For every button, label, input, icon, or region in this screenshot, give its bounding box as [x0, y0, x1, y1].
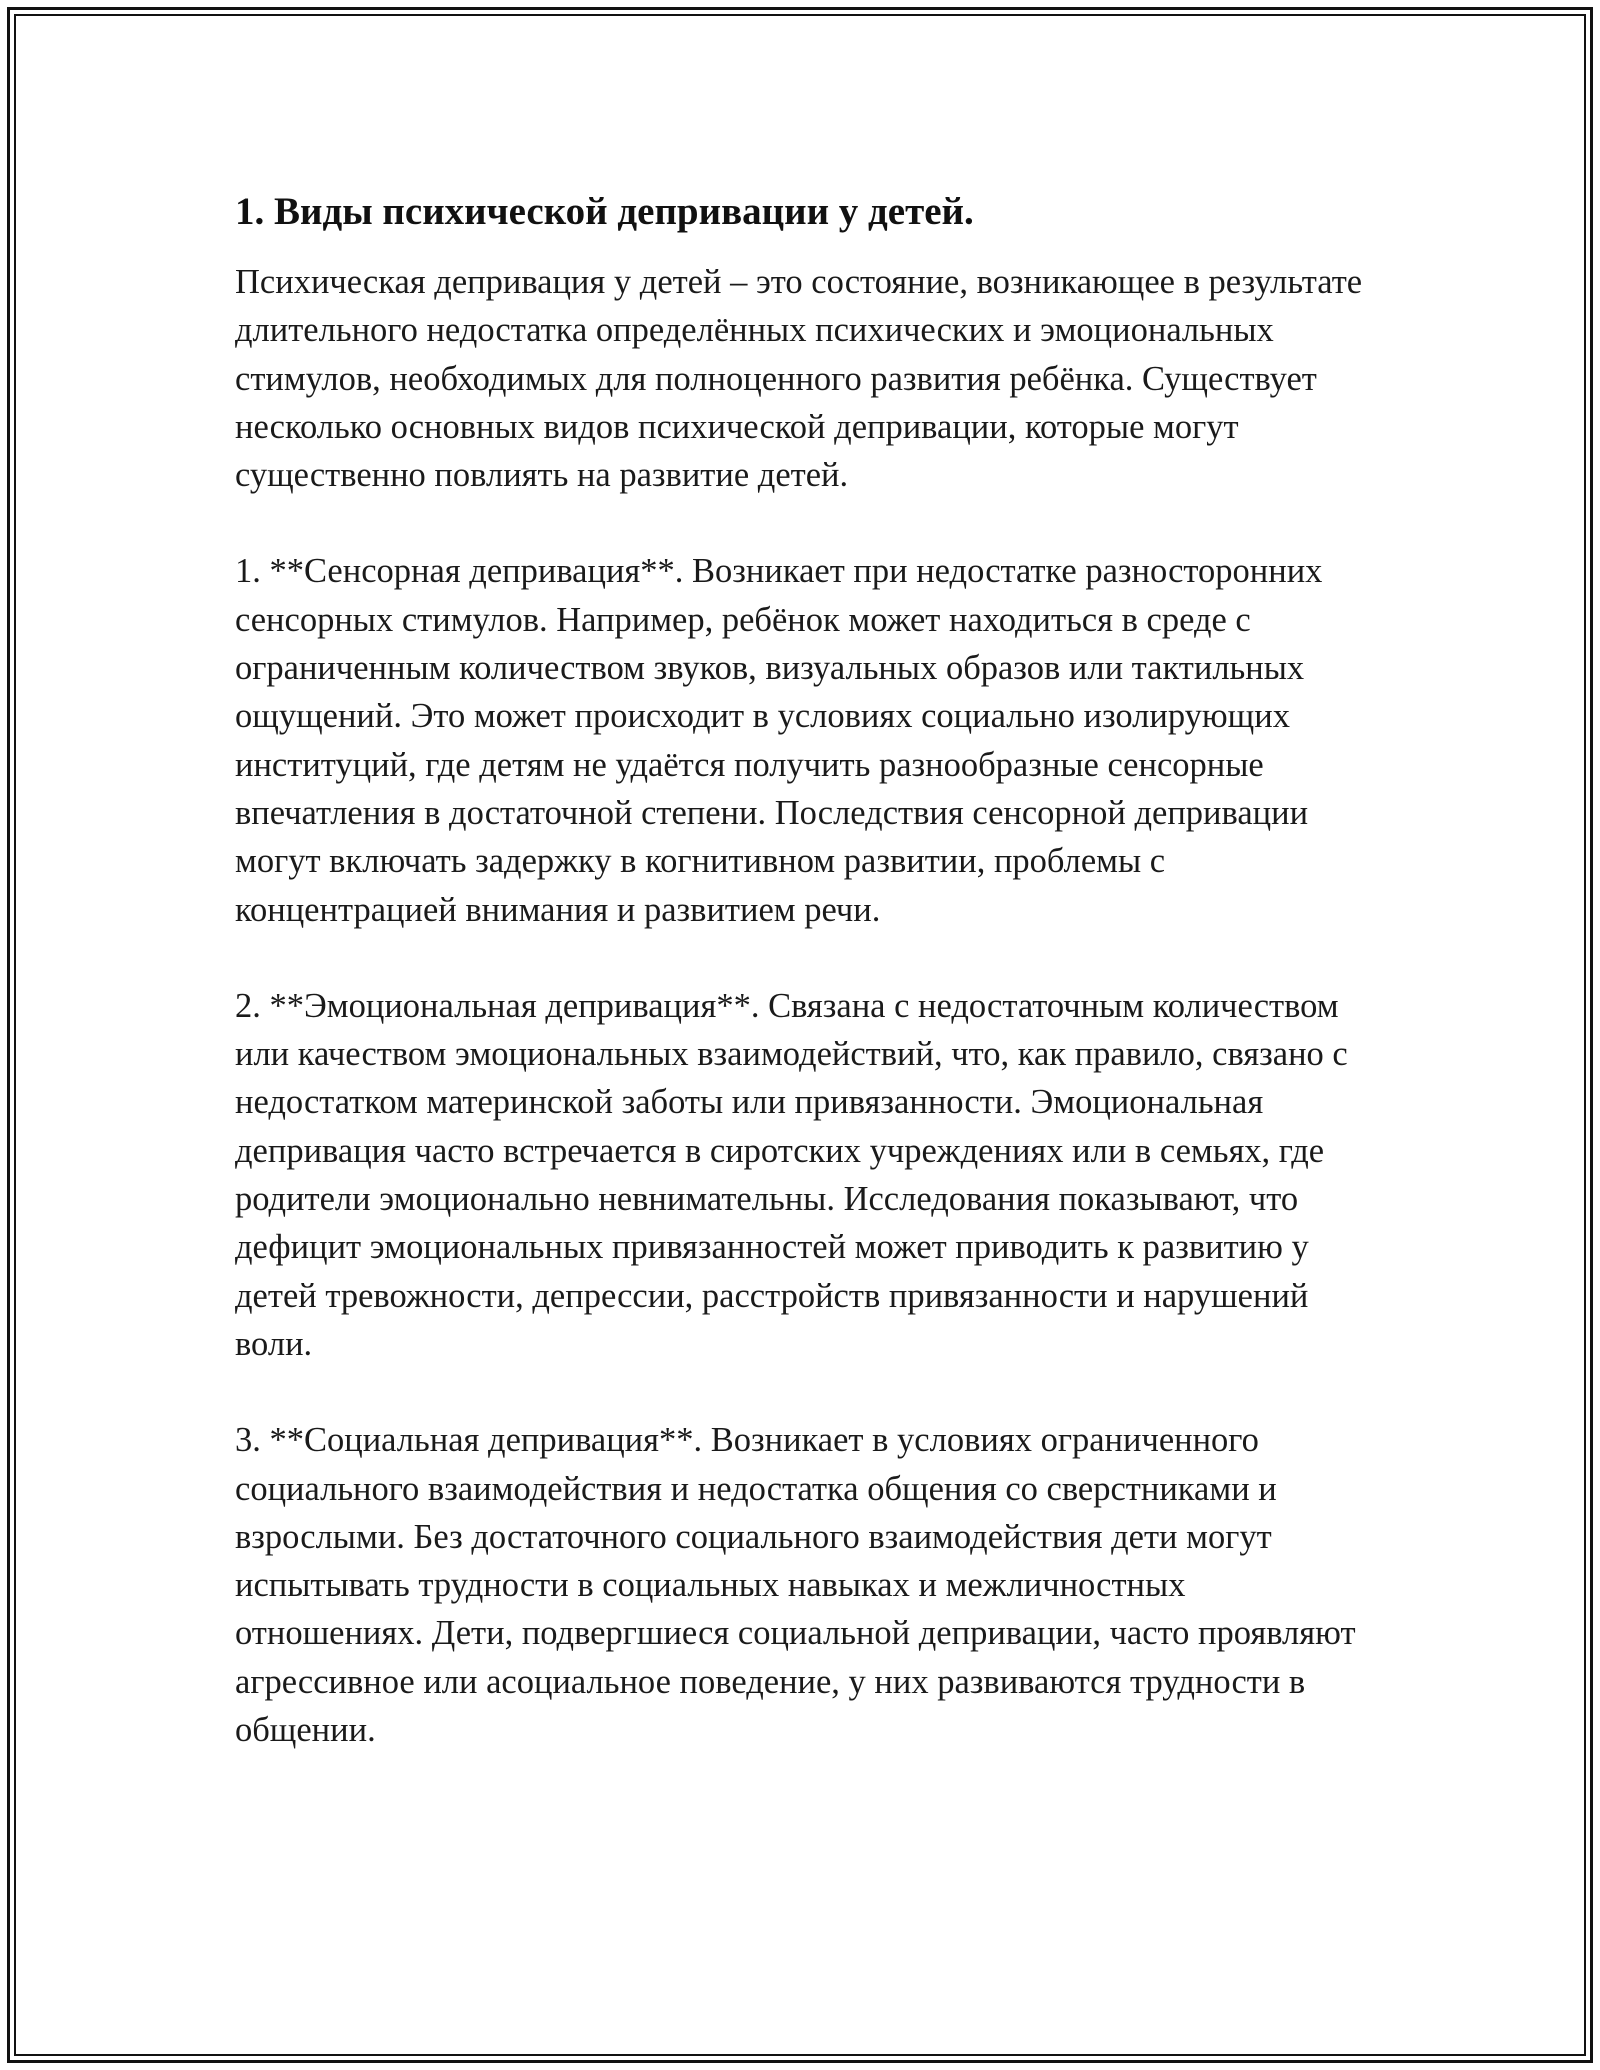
intro-paragraph: Психическая депривация у детей – это состояние, возникающее в результате длительного недостатка определённых психических и эмоциональных стимулов, необходимых для полноценного развития ребёнка. Существует несколько основных видов психической депривации, которые могут существенно повлиять на развитие детей.: [235, 263, 1363, 495]
emotional-deprivation-paragraph: 2. **Эмоциональная депривация**. Связана с недостаточным количеством или качеством эмоциональных взаимодействий, что, как правило, связано с недостатком материнской заботы или привязанности. Эмоциональная депривация часто встречается в сиротских учреждениях или в семьях, где родители эмоционально невнимательны. Исследования показывают, что дефицит эмоциональных привязанностей может приводить к развитию у детей тревожности, депрессии, расстройств привязанности и нарушений воли.: [235, 986, 1348, 1363]
document-body: [235, 188, 1365, 1754]
sensory-deprivation-paragraph: 1. **Сенсорная депривация**. Возникает при недостатке разносторонних сенсорных стимулов. Например, ребёнок может находиться в среде с ограниченным количеством звуков, визуальных образов или тактильных ощущений. Это может происходит в условиях социально изолирующих институций, где детям не удаётся получить разнообразные сенсорные впечатления в достаточной степени. Последствия сенсорной депривации могут включать задержку в когнитивном развитии, проблемы с концентрацией внимания и развитием речи.: [235, 552, 1323, 929]
social-deprivation-paragraph: 3. **Социальная депривация**. Возникает в условиях ограниченного социального взаимодействия и недостатка общения со сверстниками и взрослыми. Без достаточного социального взаимодействия дети могут испытывать трудности в социальных навыках и межличностных отношениях. Дети, подвергшиеся социальной депривации, часто проявляют агрессивное или асоциальное поведение, у них развиваются трудности в общении.: [235, 1421, 1356, 1750]
section-heading: 1. Виды психической депривации у детей.: [235, 190, 974, 233]
